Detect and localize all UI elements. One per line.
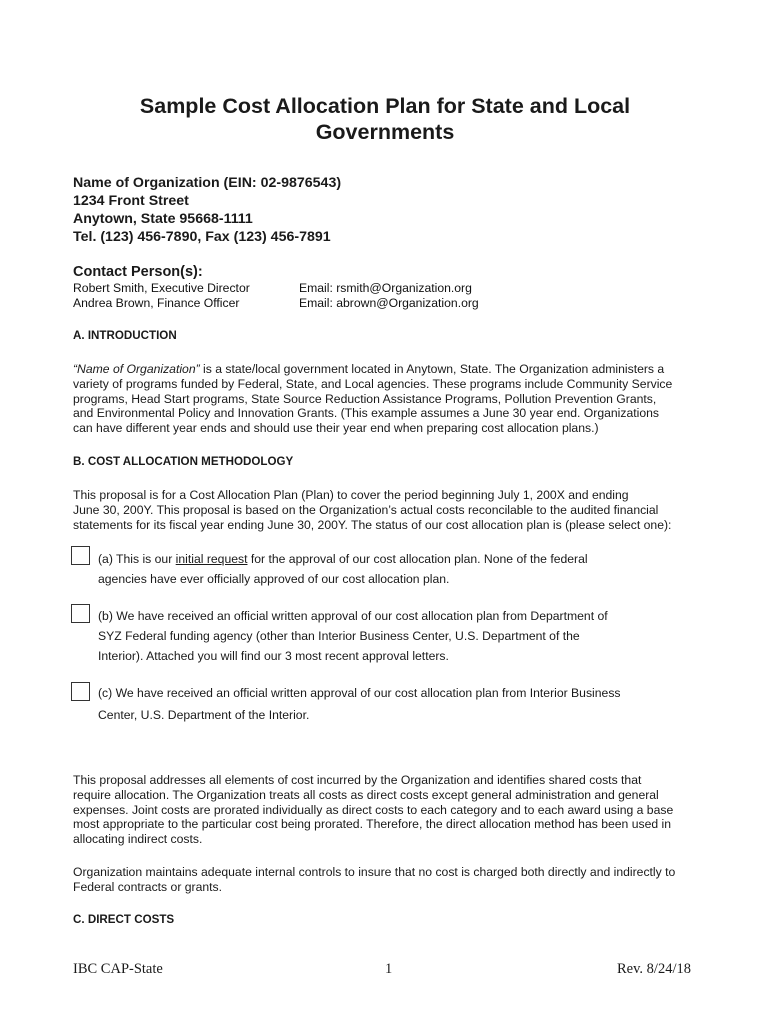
contact-email: Email: abrown@Organization.org [299, 296, 479, 310]
option-line: agencies have ever officially approved of our cost allocation plan. [98, 572, 450, 586]
option-line [98, 549, 588, 569]
paragraph-line: Organization maintains adequate internal controls to insure that no cost is charged both directly and indirectly to [73, 865, 676, 879]
contact-row [73, 296, 479, 311]
option-c-text [98, 683, 621, 725]
paragraph-line: can have different year ends and should use their year end when preparing cost allocation plans.) [73, 421, 599, 436]
methodology-paragraph [73, 488, 703, 532]
controls-paragraph [73, 865, 703, 895]
organization-phone: Tel. (123) 456-7890, Fax (123) 456-7891 [73, 229, 331, 245]
paragraph-line: require allocation. The Organization treats all costs as direct costs except general administration and general [73, 787, 659, 802]
paragraph-line: This proposal is for a Cost Allocation Plan (Plan) to cover the period beginning July 1, 200X and ending [73, 488, 629, 502]
methodology-heading: B. COST ALLOCATION METHODOLOGY [73, 455, 294, 468]
paragraph-line: Federal contracts or grants. [73, 879, 223, 894]
option-line: SYZ Federal funding agency (other than Interior Business Center, U.S. Department of the [98, 629, 580, 643]
paragraph-line: allocating indirect costs. [73, 832, 203, 847]
option-a-checkbox[interactable] [71, 546, 90, 565]
paragraph-line: most appropriate to the particular cost being prorated. Therefore, the direct allocation method has been used in [73, 817, 671, 832]
title-line-2: Governments [315, 120, 455, 144]
option-b-checkbox[interactable] [71, 604, 90, 623]
paragraph-line: expenses. Joint costs are prorated individually as direct costs to each category and to each award using a base [73, 802, 674, 817]
organization-city: Anytown, State 95668-1111 [73, 211, 253, 227]
option-text: for the approval of our cost allocation plan. None of the federal [247, 552, 588, 566]
paragraph-line: June 30, 200Y. This proposal is based on the Organization’s actual costs reconcilable to the audited financial [73, 502, 659, 517]
introduction-heading: A. INTRODUCTION [73, 329, 177, 342]
introduction-paragraph [73, 362, 703, 436]
option-line: (c) We have received an official written approval of our cost allocation plan from Interior Business [98, 686, 621, 700]
footer-revision: Rev. 8/24/18 [617, 961, 691, 977]
option-line: Interior). Attached you will find our 3 most recent approval letters. [98, 649, 449, 663]
paragraph-line: variety of programs funded by Federal, State, and Local agencies. These programs include Community Service [73, 376, 673, 391]
title-line-1: Sample Cost Allocation Plan for State and Local [139, 94, 631, 118]
option-b-text [98, 606, 608, 666]
organization-street: 1234 Front Street [73, 193, 189, 209]
option-line: Center, U.S. Department of the Interior. [98, 708, 310, 722]
contact-name: Robert Smith, Executive Director [73, 281, 250, 295]
option-text: (a) This is our [98, 552, 176, 566]
paragraph-line: programs, Head Start programs, State Source Reduction Assistance Programs, Pollution Prevention Grants, [73, 391, 657, 406]
paragraph-line: and Environmental Policy and Innovation Grants. (This example assumes a June 30 year end. Organizations [73, 406, 659, 421]
footer-page-number: 1 [385, 961, 393, 977]
paragraph-line: This proposal addresses all elements of cost incurred by the Organization and identifies shared costs that [73, 773, 642, 787]
contact-email: Email: rsmith@Organization.org [299, 281, 472, 295]
proposal-paragraph [73, 773, 703, 847]
organization-placeholder: “Name of Organization” [73, 362, 200, 376]
document-title [72, 93, 698, 145]
option-c-checkbox[interactable] [71, 682, 90, 701]
option-a-text [98, 549, 588, 589]
direct-costs-heading: C. DIRECT COSTS [73, 913, 175, 926]
paragraph-line: statements for its fiscal year ending June 30, 200Y. The status of our cost allocation plan is (please select one): [73, 517, 672, 532]
contact-heading: Contact Person(s): [73, 264, 203, 280]
paragraph-line [73, 362, 703, 377]
initial-request-text: initial request [175, 552, 248, 566]
option-line: (b) We have received an official written approval of our cost allocation plan from Department of [98, 609, 608, 623]
organization-block [73, 174, 341, 246]
contact-row [73, 281, 472, 296]
contact-name: Andrea Brown, Finance Officer [73, 296, 240, 310]
paragraph-text: is a state/local government located in Anytown, State. The Organization administers a [199, 362, 665, 376]
footer-form-id: IBC CAP-State [73, 961, 163, 977]
organization-name: Name of Organization (EIN: 02-9876543) [73, 175, 342, 191]
